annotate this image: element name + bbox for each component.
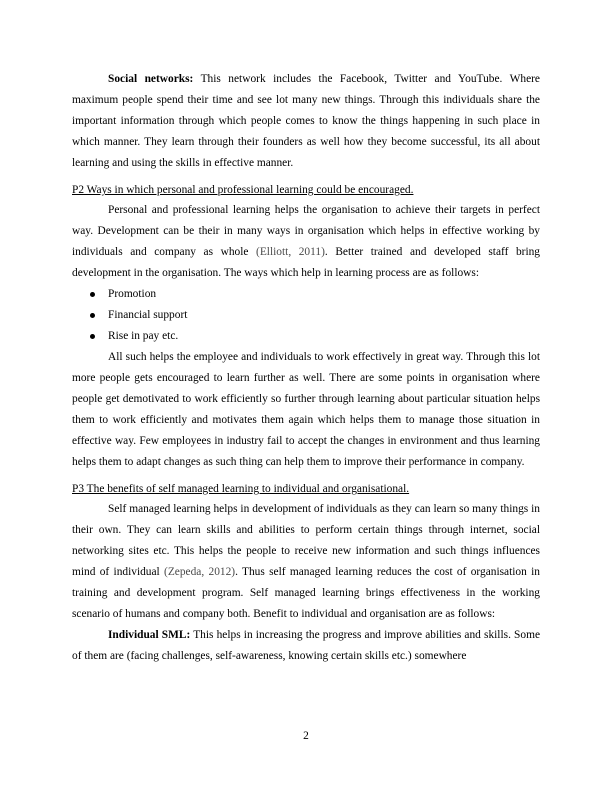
individual-sml-lead: Individual SML: xyxy=(108,629,191,641)
bullet-label: Rise in pay etc. xyxy=(108,330,179,342)
heading-p2: P2 Ways in which personal and professional learning could be encouraged. xyxy=(72,184,414,196)
paragraph-social-networks xyxy=(72,69,540,174)
citation-elliott: (Elliott, 2011) xyxy=(256,246,325,258)
bullet-label: Promotion xyxy=(108,288,157,300)
bullet-icon xyxy=(90,313,95,318)
page-number: 2 xyxy=(303,730,309,742)
citation-zepeda: (Zepeda, 2012) xyxy=(164,566,236,578)
paragraph-p3 xyxy=(72,499,540,625)
list-item xyxy=(72,326,540,347)
individual-sml-body: This helps in increasing the progress and improve abilities and skills. Some of them are (facing challenges, self-awareness, knowing certain skills etc.) somewhere xyxy=(72,629,541,662)
social-networks-lead: Social networks: xyxy=(108,73,194,85)
p2-text-after: . Better trained and developed staff bring development in the organisation. The ways which help in learning process are as follows: xyxy=(72,246,541,279)
p3-text-before: Self managed learning helps in development of individuals as they can learn so many things in their own. They can learn skills and abilities to perform certain things through internet, social networking sites etc. This helps the people to receive new information and such things influences mind of individual xyxy=(72,503,540,578)
bullet-icon xyxy=(90,334,95,339)
p3-text-after: . Thus self managed learning reduces the cost of organisation in training and development program. Self managed learning brings effectiveness in the working scenario of humans and company both. Benefit to individual and organisation are as follows: xyxy=(72,566,540,620)
list-item xyxy=(72,284,540,305)
bullet-label: Financial support xyxy=(108,309,188,321)
p2-text-before: Personal and professional learning helps the organisation to achieve their targets in perfect way. Development can be their in many ways in organisation which helps in effective working by individuals and company as whole xyxy=(72,204,540,258)
paragraph-p2 xyxy=(72,200,540,284)
paragraph-individual-sml xyxy=(72,625,540,667)
page-content xyxy=(72,69,540,667)
heading-p3: P3 The benefits of self managed learning to individual and organisational. xyxy=(72,483,410,495)
list-item xyxy=(72,305,540,326)
bullet-list xyxy=(72,284,540,347)
paragraph-after-bullets: All such helps the employee and individuals to work effectively in great way. Through this lot more people gets encouraged to learn further as well. There are some points in organisation where people get demotivated to work efficiently so further through learning about particular situation helps them to work efficiently and motivates them again which helps them to manage those situation in effective way. Few employees in industry fail to accept the changes in environment and thus learning helps them to adapt changes as such thing can help them to improve their performance in company. xyxy=(72,351,540,468)
bullet-icon xyxy=(90,292,95,297)
social-networks-body: This network includes the Facebook, Twitter and YouTube. Where maximum people spend their time and see lot many new things. Through this individuals share the important information through which people comes to know the things happening in such place in which manner. They learn through their founders as well how they become successful, its all about learning and using the skills in effective manner. xyxy=(72,73,540,169)
